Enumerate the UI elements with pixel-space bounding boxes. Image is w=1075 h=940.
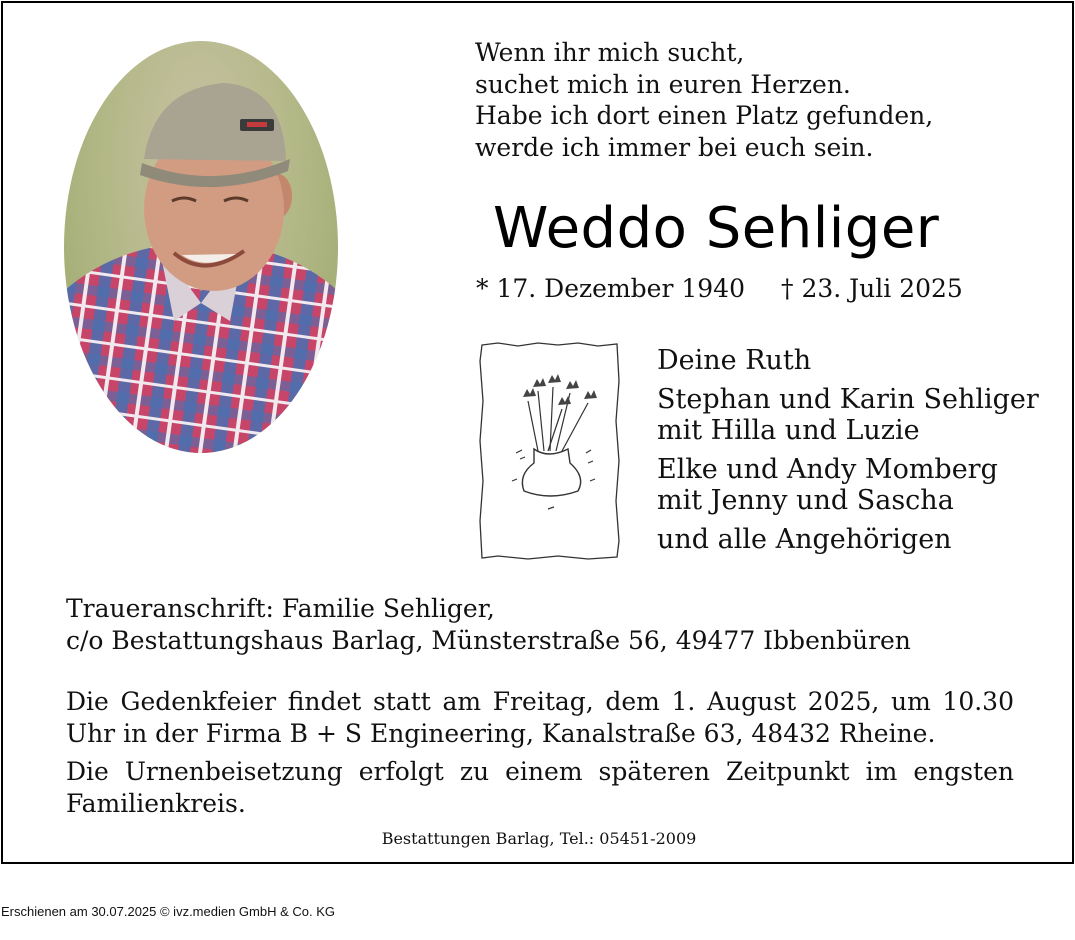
publication-footer: Erschienen am 30.07.2025 © ivz.medien GmbH & Co. KG [1, 904, 336, 919]
mourner-line: Stephan und Karin Sehliger [657, 383, 1039, 415]
mourner-group [657, 454, 1057, 517]
flower-vase-sketch [478, 341, 621, 561]
portrait-photo [64, 41, 338, 453]
mourner-line: mit Hilla und Luzie [657, 415, 920, 446]
mourner-line: Deine Ruth [657, 345, 812, 376]
mourner-line: und alle Angehörigen [657, 523, 952, 555]
mourners-list [657, 345, 1057, 562]
birth-date: * 17. Dezember 1940 [476, 274, 745, 303]
mourner-line: Elke und Andy Momberg [657, 453, 998, 485]
death-date: † 23. Juli 2025 [781, 274, 963, 303]
poem-line: werde ich immer bei euch sein. [475, 132, 874, 162]
ceremony-info [66, 686, 1014, 826]
mourner-group [657, 524, 1057, 556]
obituary-notice [1, 1, 1074, 864]
mourner-group [657, 345, 1057, 377]
address-line: Traueranschrift: Familie Sehliger, [66, 594, 495, 623]
deceased-name: Weddo Sehliger [493, 196, 940, 261]
memorial-paragraph: Die Gedenkfeier findet statt am Freitag, dem 1. August 2025, um 10.30 Uhr in der Firma B + S Engineering, Kanalstraße 63, 48432 Rheine. [66, 687, 1014, 748]
poem-line: suchet mich in euren Herzen. [475, 69, 851, 99]
mourner-line: mit Jenny und Sascha [657, 485, 954, 516]
mourning-address [66, 593, 1026, 656]
undertaker-contact: Bestattungen Barlag, Tel.: 05451-2009 [381, 829, 697, 848]
mourner-group [657, 384, 1057, 447]
address-line: c/o Bestattungshaus Barlag, Münsterstraße 56, 49477 Ibbenbüren [66, 625, 911, 655]
urn-burial-paragraph: Die Urnenbeisetzung erfolgt zu einem späteren Zeitpunkt im engsten Familienkreis. [66, 757, 1014, 818]
poem-line: Habe ich dort einen Platz gefunden, [475, 101, 934, 130]
poem-line: Wenn ihr mich sucht, [475, 38, 745, 67]
poem [475, 37, 1035, 163]
portrait-illustration [64, 41, 338, 453]
